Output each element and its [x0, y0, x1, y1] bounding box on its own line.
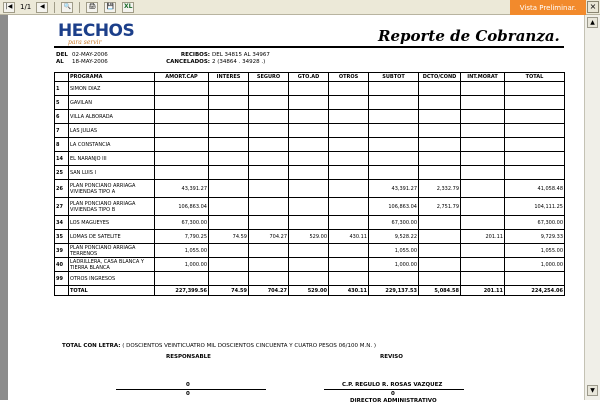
collection-table [54, 72, 565, 296]
program-code: 1 [55, 82, 69, 96]
table-header-row [55, 73, 565, 82]
cell-gtoad [289, 272, 329, 286]
prev-page-button[interactable] [33, 1, 51, 14]
cell-total: 41,058.48 [505, 180, 565, 198]
cell-seguro [249, 96, 289, 110]
program-name: EL NARANJO III [69, 152, 155, 166]
program-code: 25 [55, 166, 69, 180]
cell-subtot [369, 110, 419, 124]
cell-dcto [419, 96, 461, 110]
first-page-button[interactable] [0, 1, 18, 14]
cell-otros [329, 244, 369, 258]
program-code: 34 [55, 216, 69, 230]
scroll-up-button[interactable] [587, 17, 598, 28]
column-header: TOTAL [505, 73, 565, 82]
program-code: 8 [55, 138, 69, 152]
al-label: AL [56, 59, 64, 65]
left-gutter [0, 15, 8, 400]
cell-seguro [249, 216, 289, 230]
cell-subtot: 9,528.22 [369, 230, 419, 244]
cell-total [505, 152, 565, 166]
cell-amort: 1,000.00 [155, 258, 209, 272]
cell-gtoad [289, 244, 329, 258]
cell-interes [209, 198, 249, 216]
total-dcto: 5,084.58 [419, 286, 461, 296]
cell-seguro [249, 82, 289, 96]
table-row [55, 152, 565, 166]
cell-seguro [249, 272, 289, 286]
responsable-label: RESPONSABLE [166, 354, 211, 360]
total-subtot: 229,137.53 [369, 286, 419, 296]
cell-total [505, 82, 565, 96]
print-button[interactable] [83, 1, 101, 14]
cell-morat [461, 96, 505, 110]
close-window-button[interactable] [587, 1, 599, 13]
cell-amort [155, 124, 209, 138]
report-title: Reporte de Cobranza. [378, 27, 560, 45]
cell-total: 1,000.00 [505, 258, 565, 272]
program-code: 35 [55, 230, 69, 244]
responsable-signature-value: 0 [186, 382, 190, 388]
table-row [55, 180, 565, 198]
receipt-labels [162, 52, 210, 66]
cell-total: 9,729.33 [505, 230, 565, 244]
program-code: 14 [55, 152, 69, 166]
cell-interes [209, 166, 249, 180]
cell-dcto [419, 110, 461, 124]
cell-subtot: 106,863.04 [369, 198, 419, 216]
cell-seguro [249, 244, 289, 258]
reviso-signature-value: 0 [391, 391, 395, 397]
report-page [8, 15, 583, 404]
cell-dcto [419, 244, 461, 258]
cell-otros [329, 110, 369, 124]
cell-total: 67,300.00 [505, 216, 565, 230]
cell-total [505, 272, 565, 286]
prev-page-icon: ◀ [36, 2, 48, 13]
cell-seguro [249, 138, 289, 152]
cell-total [505, 166, 565, 180]
zoom-button[interactable] [58, 1, 76, 14]
cell-morat [461, 198, 505, 216]
cell-interes: 74.59 [209, 230, 249, 244]
cell-subtot [369, 166, 419, 180]
responsable-signature-value-2: 0 [186, 391, 190, 397]
reviso-signature-line [324, 389, 464, 390]
cell-total [505, 138, 565, 152]
cell-otros [329, 216, 369, 230]
cell-total: 1,055.00 [505, 244, 565, 258]
table-row [55, 96, 565, 110]
total-code-cell [55, 286, 69, 296]
logo-wordmark: HECHOS [58, 21, 135, 41]
total-label: TOTAL [69, 286, 155, 296]
cell-subtot [369, 96, 419, 110]
cell-dcto [419, 82, 461, 96]
cell-seguro [249, 110, 289, 124]
total-gtoad: 529.00 [289, 286, 329, 296]
scroll-up-icon: ▲ [590, 19, 595, 26]
date-range-values [72, 52, 108, 66]
cell-amort [155, 152, 209, 166]
cell-morat [461, 258, 505, 272]
cancelados-value: 2 (34864 . 34928 .) [212, 59, 266, 65]
cell-seguro [249, 166, 289, 180]
cell-amort [155, 110, 209, 124]
cell-interes [209, 82, 249, 96]
program-name: LAS JULIAS [69, 124, 155, 138]
cell-gtoad [289, 152, 329, 166]
cell-morat [461, 216, 505, 230]
column-header: PROGRAMA [69, 73, 155, 82]
cell-subtot: 67,300.00 [369, 216, 419, 230]
cell-amort: 43,391.27 [155, 180, 209, 198]
cell-dcto [419, 138, 461, 152]
total-in-words [62, 343, 376, 349]
cell-subtot [369, 272, 419, 286]
program-code: 26 [55, 180, 69, 198]
cell-amort: 1,055.00 [155, 244, 209, 258]
cell-gtoad [289, 96, 329, 110]
table-row [55, 230, 565, 244]
window-title-tab: Vista Preliminar. [510, 0, 586, 15]
column-header: AMORT.CAP [155, 73, 209, 82]
table-row [55, 216, 565, 230]
cell-interes [209, 244, 249, 258]
cell-amort [155, 96, 209, 110]
export-excel-button[interactable] [119, 1, 137, 14]
del-label: DEL [56, 52, 68, 58]
program-code: 27 [55, 198, 69, 216]
table-row [55, 110, 565, 124]
cell-otros [329, 180, 369, 198]
cell-gtoad [289, 110, 329, 124]
zoom-icon: 🔍 [61, 2, 73, 13]
cell-interes [209, 138, 249, 152]
cell-dcto [419, 216, 461, 230]
cell-gtoad [289, 166, 329, 180]
reviso-label: REVISO [380, 354, 403, 360]
program-code: 5 [55, 96, 69, 110]
cell-gtoad: 529.00 [289, 230, 329, 244]
cell-dcto [419, 166, 461, 180]
cell-seguro [249, 152, 289, 166]
cell-interes [209, 124, 249, 138]
cell-seguro [249, 198, 289, 216]
cell-morat: 201.11 [461, 230, 505, 244]
program-name: OTROS INGRESOS [69, 272, 155, 286]
program-code: 40 [55, 258, 69, 272]
program-name: SAN LUIS I [69, 166, 155, 180]
total-in-words-value: ( DOSCIENTOS VEINTICUATRO MIL DOSCIENTOS CINCUENTA Y CUATRO PESOS 06/100 M.N. ) [122, 343, 377, 349]
table-row [55, 198, 565, 216]
cell-otros [329, 272, 369, 286]
cell-dcto: 2,751.79 [419, 198, 461, 216]
table-row [55, 166, 565, 180]
cell-interes [209, 216, 249, 230]
cancelados-label: CANCELADOS: [166, 59, 210, 65]
cell-total [505, 96, 565, 110]
cell-total [505, 124, 565, 138]
cell-interes [209, 152, 249, 166]
total-morat: 201.11 [461, 286, 505, 296]
cell-interes [209, 258, 249, 272]
first-page-icon: |◀ [3, 2, 15, 13]
cell-amort: 7,790.25 [155, 230, 209, 244]
date-to: 18-MAY-2006 [72, 59, 108, 65]
cell-seguro [249, 180, 289, 198]
cell-seguro [249, 124, 289, 138]
cell-otros [329, 82, 369, 96]
cell-morat [461, 110, 505, 124]
total-otros: 430.11 [329, 286, 369, 296]
column-header: SEGURO [249, 73, 289, 82]
cell-otros [329, 124, 369, 138]
recibos-value: DEL 34815 AL 34967 [212, 52, 270, 58]
column-header: INT.MORAT [461, 73, 505, 82]
table-row [55, 138, 565, 152]
cell-interes [209, 96, 249, 110]
cell-gtoad [289, 180, 329, 198]
scroll-down-icon: ▼ [590, 387, 595, 394]
column-header [55, 73, 69, 82]
total-in-words-label: TOTAL CON LETRA: [62, 343, 121, 349]
title-divider [54, 46, 564, 48]
program-name: VILLA ALBORADA [69, 110, 155, 124]
program-name: SIMON DIAZ [69, 82, 155, 96]
cell-gtoad [289, 138, 329, 152]
column-header: DCTO/COND [419, 73, 461, 82]
cell-amort [155, 272, 209, 286]
total-amort: 227,399.56 [155, 286, 209, 296]
cell-amort: 106,863.04 [155, 198, 209, 216]
cell-otros [329, 96, 369, 110]
cell-gtoad [289, 124, 329, 138]
cell-morat [461, 180, 505, 198]
column-header: INTERES [209, 73, 249, 82]
cell-otros [329, 166, 369, 180]
cell-gtoad [289, 82, 329, 96]
date-range-labels [56, 52, 68, 66]
cell-amort [155, 82, 209, 96]
cell-morat [461, 152, 505, 166]
program-name: PLAN PONCIANO ARRIAGA TERRENOS [69, 244, 155, 258]
cell-total: 104,111.25 [505, 198, 565, 216]
cell-dcto [419, 258, 461, 272]
column-header: GTO.AD [289, 73, 329, 82]
program-name: LADRILLERA, CASA BLANCA Y TIERRA BLANCA [69, 258, 155, 272]
cell-subtot [369, 82, 419, 96]
receipt-values [212, 52, 270, 66]
program-name: LOS MAGUEYES [69, 216, 155, 230]
table-row [55, 124, 565, 138]
table-row [55, 244, 565, 258]
cell-otros [329, 138, 369, 152]
save-icon: 💾 [104, 2, 116, 13]
cell-interes [209, 110, 249, 124]
logo-tagline: para servir [68, 39, 102, 46]
reviso-signature-name: C.P. REGULO R. ROSAS VAZQUEZ [342, 382, 443, 388]
program-code: 7 [55, 124, 69, 138]
cell-gtoad [289, 198, 329, 216]
cell-otros [329, 198, 369, 216]
program-name: PLAN PONCIANO ARRIAGA VIVIENDAS TIPO B [69, 198, 155, 216]
program-code: 39 [55, 244, 69, 258]
program-name: GAVILAN [69, 96, 155, 110]
recibos-label: RECIBOS: [180, 52, 210, 58]
cell-interes [209, 272, 249, 286]
cell-dcto: 2,332.79 [419, 180, 461, 198]
cell-otros [329, 258, 369, 272]
total-total: 224,254.06 [505, 286, 565, 296]
page-indicator: 1/1 [20, 3, 32, 11]
total-interes: 74.59 [209, 286, 249, 296]
scroll-down-button[interactable] [587, 385, 598, 396]
cell-subtot [369, 152, 419, 166]
cell-subtot: 43,391.27 [369, 180, 419, 198]
total-seguro: 704.27 [249, 286, 289, 296]
cell-gtoad [289, 258, 329, 272]
total-row [55, 286, 565, 296]
date-from: 02-MAY-2006 [72, 52, 108, 58]
program-name: LOMAS DE SATELITE [69, 230, 155, 244]
table-row [55, 82, 565, 96]
cell-otros: 430.11 [329, 230, 369, 244]
program-code: 99 [55, 272, 69, 286]
reviso-signature-title: DIRECTOR ADMINISTRATIVO [350, 398, 437, 404]
column-header: OTROS [329, 73, 369, 82]
cell-morat [461, 166, 505, 180]
company-logo [58, 21, 148, 49]
cell-amort [155, 166, 209, 180]
vertical-scrollbar[interactable] [584, 15, 600, 400]
cell-interes [209, 180, 249, 198]
cell-morat [461, 272, 505, 286]
table-body [55, 82, 565, 296]
cell-dcto [419, 124, 461, 138]
cell-morat [461, 244, 505, 258]
cell-subtot [369, 124, 419, 138]
cell-subtot [369, 138, 419, 152]
program-name: PLAN PONCIANO ARRIAGA VIVIENDAS TIPO A [69, 180, 155, 198]
close-icon: × [589, 2, 597, 11]
excel-icon: XL [122, 2, 134, 13]
cell-morat [461, 138, 505, 152]
responsable-signature-line [116, 389, 266, 390]
print-icon: 🖨 [86, 2, 98, 13]
cell-total [505, 110, 565, 124]
program-name: LA CONSTANCIA [69, 138, 155, 152]
cell-seguro [249, 258, 289, 272]
toolbar-separator [79, 2, 80, 13]
cell-dcto [419, 272, 461, 286]
cell-morat [461, 124, 505, 138]
program-code: 6 [55, 110, 69, 124]
cell-gtoad [289, 216, 329, 230]
table-row [55, 258, 565, 272]
column-header: SUBTOT [369, 73, 419, 82]
table-row [55, 272, 565, 286]
cell-dcto [419, 230, 461, 244]
cell-dcto [419, 152, 461, 166]
save-button[interactable] [101, 1, 119, 14]
cell-amort [155, 138, 209, 152]
cell-subtot: 1,055.00 [369, 244, 419, 258]
toolbar-separator [54, 2, 55, 13]
cell-seguro: 704.27 [249, 230, 289, 244]
cell-otros [329, 152, 369, 166]
cell-amort: 67,300.00 [155, 216, 209, 230]
cell-subtot: 1,000.00 [369, 258, 419, 272]
cell-morat [461, 82, 505, 96]
